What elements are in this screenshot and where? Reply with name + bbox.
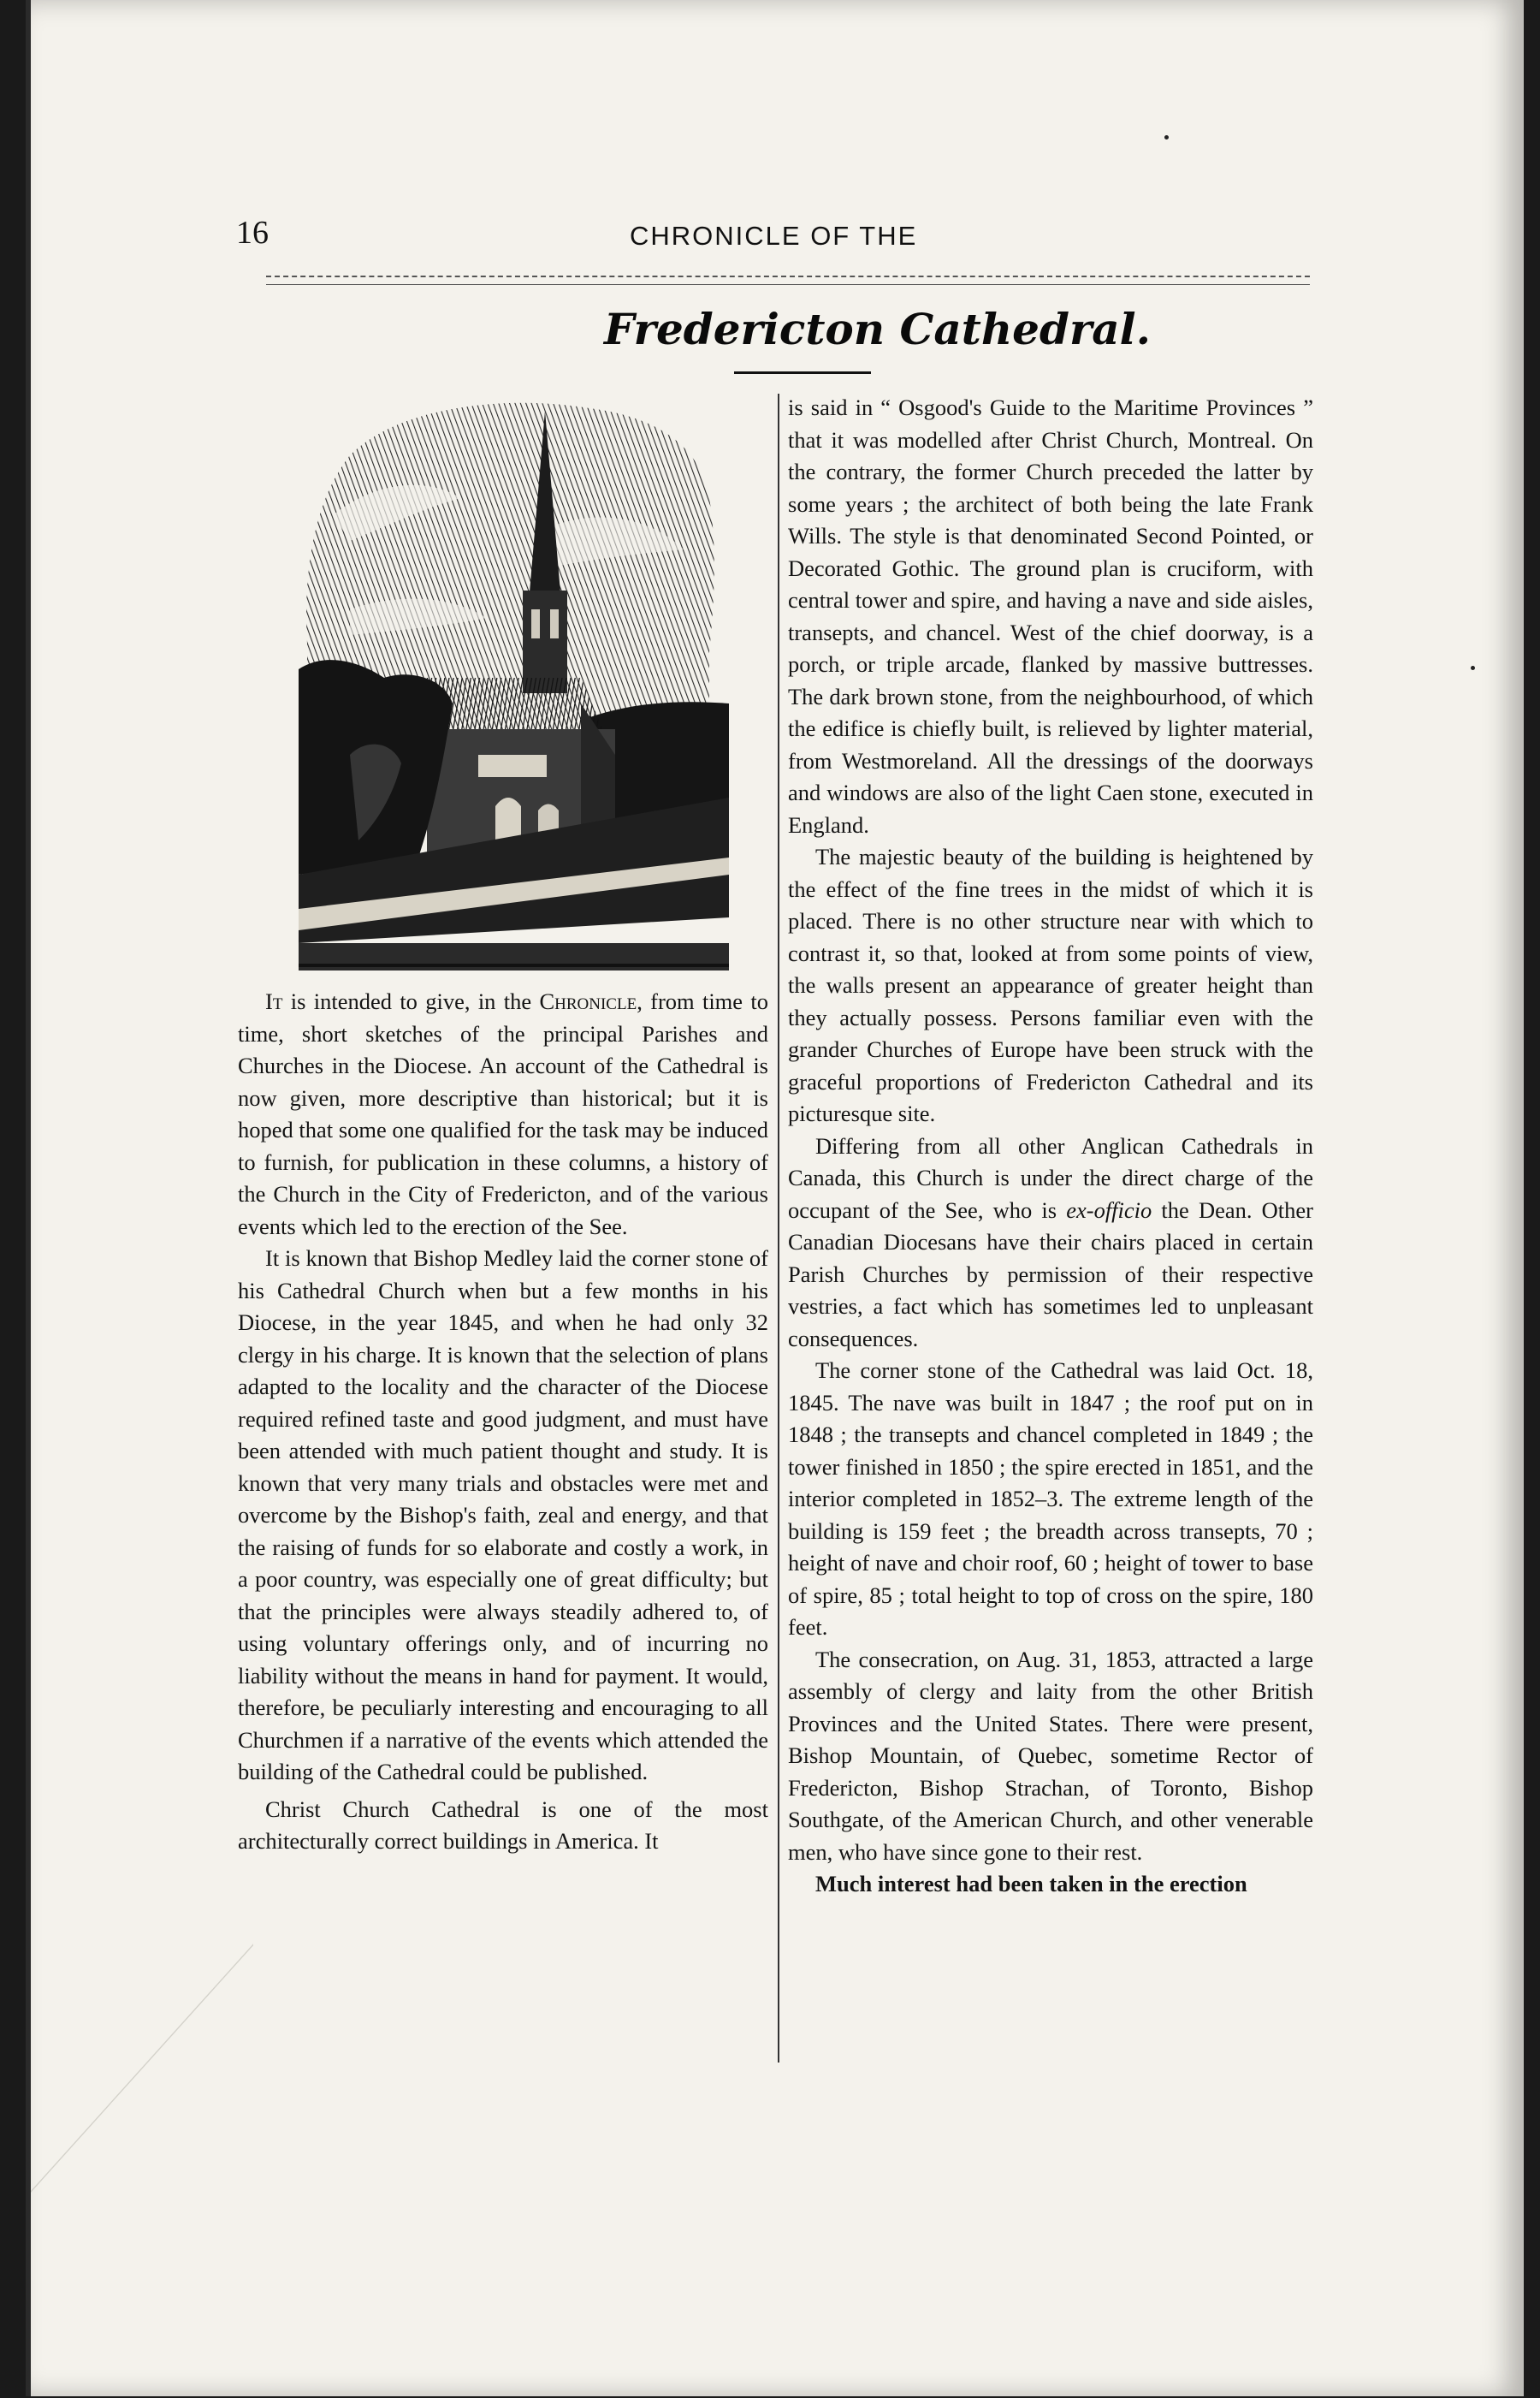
paragraph-text: Differing from all other Anglican Cathedrals in Canada, this Church is under the direct charge of the occupant of the See, who is [788,1132,1313,1223]
paragraph-bishop-medley: It is known that Bishop Medley laid the corner stone of his Cathedral Church when but a few months in his Diocese, in the year 1845, and when he had only 32 clergy in his charge. It is known that the selection of plans adapted to the locality and the character of the Diocese required refined taste and good judgment, and must have been attended with much patient thought and study. It is known that very many trials and obstacles were met and overcome by the Bishop's faith, zeal and energy, and that the raising of funds for so elaborate and costly a work, in a poor country, was especially one of great difficulty; but that the principles were always steadily adhered to, of using voluntary offerings only, and of incurring no liability without the means in hand for payment. It would, therefore, be peculiarly interesting and encouraging to all Churchmen if a narrative of the events which attended the building of the Cathedral could be published. [238,1245,768,1784]
paragraph-text: the Dean. Other Canadian Diocesans have their chairs placed in certain Parish Churches by permission of their respective vestries, a fact which has sometimes led to unpleasant consequences. [788,1196,1313,1351]
ink-fleck [1164,135,1169,139]
column-divider [778,394,779,2063]
left-column [238,986,768,1858]
header-rule-secondary [266,284,1310,285]
paragraph-osgood: is said in “ Osgood's Guide to the Maritime Provinces ” that it was modelled after Christ Church, Montreal. On the contrary, the former Church preceded the latter by some years ; the architect of both being the late Frank Wills. The style is that denominated Second Pointed, or Decorated Gothic. The ground plan is cruciform, with central tower and spire, and having a nave and side aisles, transepts, and chancel. West of the chief doorway, is a porch, or triple arcade, flanked by massive buttresses. The dark brown stone, from the neighbourhood, of which the edifice is chiefly built, is relieved by lighter material, from Westmoreland. All the dressings of the doorways and windows are also of the light Caen stone, executed in England. [788,395,1313,838]
paragraph-text: , from time to time, short sketches of the principal Parishes and Churches in the Diocese. An account of the Cathedral is now given, more descriptive than historical; but it is hoped that some one qualified for the task may be induced to furnish, for publication in these columns, a history of the Church in the City of Fredericton, and of the various events which led to the erection of the See. [238,988,768,1239]
page-number: 16 [236,215,269,251]
right-column [788,392,1313,1901]
paragraph-corner-stone: The corner stone of the Cathedral was laid Oct. 18, 1845. The nave was built in 1847 ; the roof put on in 1848 ; the transepts and chancel completed in 1849 ; the tower finished in 1850 ; the spire erected in 1851, and the interior completed in 1852–3. The extreme length of the building is 159 feet ; the breadth across transepts, 70 ; height of nave and choir roof, 60 ; height of tower to base of spire, 85 ; total height to top of cross on the spire, 180 feet. [788,1357,1313,1640]
paragraph-christ-church: Christ Church Cathedral is one of the most architecturally correct buildings in America. It [238,1796,768,1854]
book-page [26,0,1524,2396]
paragraph-anglican [788,1131,1313,1356]
article-title: Fredericton Cathedral. [604,304,1152,354]
cathedral-engraving-icon [299,395,729,970]
paragraph-consecration: The consecration, on Aug. 31, 1853, attracted a large assembly of clergy and laity from the other British Provinces and the United States. There were present, Bishop Mountain, of Quebec, sometime Rector of Fredericton, Bishop Strachan, of Toronto, Bishop Southgate, of the American Church, and other venerable men, who have since gone to their rest. [788,1646,1313,1865]
title-underline [734,371,871,374]
dropword: It [265,988,283,1014]
chronicle-smallcaps: Chronicle [539,988,637,1014]
ink-fleck [1471,666,1475,670]
paragraph-intro [238,986,768,1243]
running-head: CHRONICLE OF THE [630,221,918,251]
paragraph-text: is intended to give, in the [282,988,540,1014]
page-corner-fold [31,1944,253,2398]
paragraph-erection: Much interest had been taken in the erection [815,1871,1247,1896]
ex-officio-italic: ex-officio [1066,1196,1152,1223]
paragraph-majestic-beauty: The majestic beauty of the building is heightened by the effect of the fine trees in the midst of which it is placed. There is no other structure near with which to contrast it, so that, looked at from some points of view, the walls present an appearance of greater height than they actually possess. Persons familiar even with the grander Churches of Europe have been struck with the graceful proportions of Fredericton Cathedral and its picturesque site. [788,844,1313,1126]
header-rule [266,276,1310,277]
